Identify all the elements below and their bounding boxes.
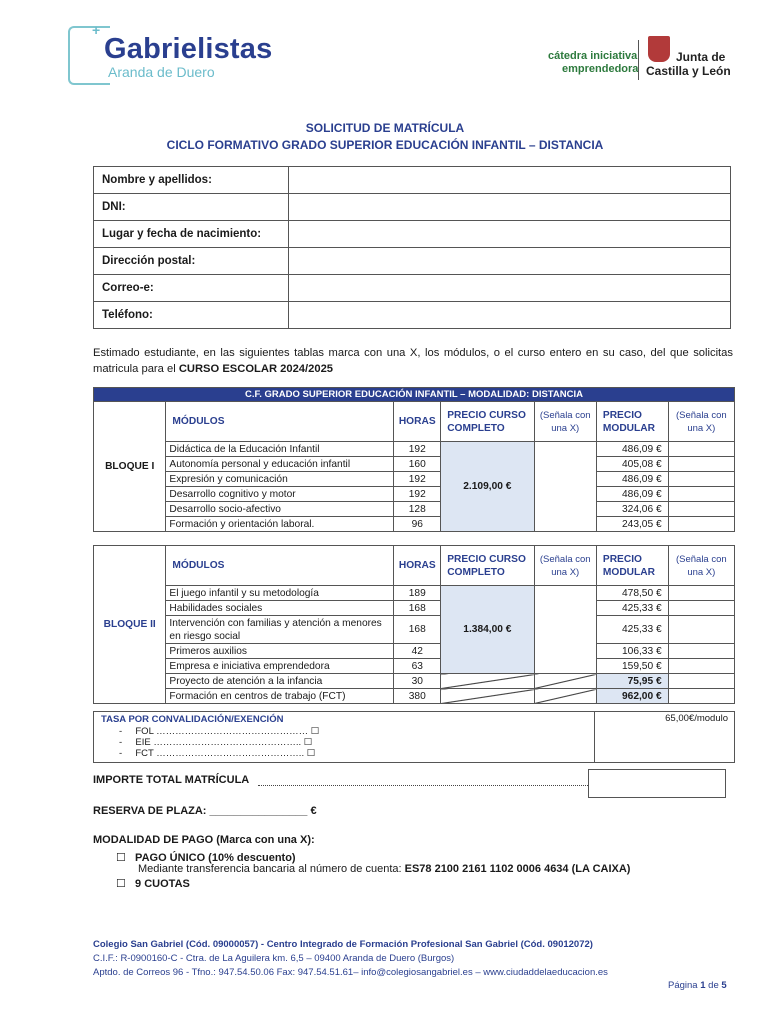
modulo-name: El juego infantil y su metodología <box>166 586 394 601</box>
col-precio-modular: PRECIO MODULAR <box>596 402 668 442</box>
col-horas: HORAS <box>394 546 441 586</box>
select-modulo-cell[interactable] <box>668 659 734 674</box>
col-senala: (Señala con una X) <box>534 546 596 586</box>
footer-contact: Aptdo. de Correos 96 - Tfno.: 947.54.50.06 Fax: 947.54.51.61– <box>93 967 362 978</box>
phone-field[interactable] <box>289 302 731 329</box>
tasa-item-label: FCT ……………………………………….. ☐ <box>135 748 316 759</box>
select-completo-cell[interactable] <box>534 586 596 674</box>
modulo-precio: 243,05 € <box>596 517 668 532</box>
crossed-cell <box>441 689 534 704</box>
modulo-horas: 380 <box>394 689 441 704</box>
modulo-name: Intervención con familias y atención a menores en riesgo social <box>166 616 394 644</box>
intro-course-year: CURSO ESCOLAR 2024/2025 <box>178 363 334 375</box>
page-number <box>668 980 727 991</box>
page-total: 5 <box>721 980 727 991</box>
checkbox-icon[interactable]: ☐ <box>116 852 126 864</box>
select-modulo-cell[interactable] <box>668 487 734 502</box>
bloque2-table <box>93 545 735 704</box>
modulo-horas: 30 <box>394 674 441 689</box>
course-header: C.F. GRADO SUPERIOR EDUCACIÓN INFANTIL – MODALIDAD: DISTANCIA <box>94 388 735 402</box>
tasa-item-label: FOL ………………………………………… ☐ <box>135 726 320 737</box>
checkbox-icon[interactable]: ☐ <box>116 878 126 890</box>
cuotas-label: 9 CUOTAS <box>135 878 190 890</box>
col-senala2: (Señala con una X) <box>668 546 734 586</box>
field-label: Lugar y fecha de nacimiento: <box>94 221 289 248</box>
intro-text <box>93 345 733 377</box>
importe-total-field[interactable] <box>588 769 726 798</box>
col-modulos: MÓDULOS <box>166 402 394 442</box>
modulo-horas: 168 <box>394 616 441 644</box>
modulo-horas: 192 <box>394 487 441 502</box>
select-modulo-cell[interactable] <box>668 502 734 517</box>
field-label: DNI: <box>94 194 289 221</box>
jcyl-line2: Castilla y León <box>646 64 731 78</box>
logo-name: Gabrielistas <box>104 33 273 65</box>
transfer-text: Mediante transferencia bancaria al número de cuenta: <box>138 863 405 875</box>
email-field[interactable] <box>289 275 731 302</box>
col-precio-curso: PRECIO CURSO COMPLETO <box>441 546 534 586</box>
col-precio-modular: PRECIO MODULAR <box>596 546 668 586</box>
catedra-line1: cátedra iniciativa <box>548 50 638 62</box>
tasa-item-fol[interactable]: - FOL ………………………………………… ☐ <box>119 726 320 737</box>
footer-sep: – <box>472 967 484 978</box>
modulo-horas: 63 <box>394 659 441 674</box>
page-current: 1 <box>700 980 706 991</box>
bloque1-table <box>93 387 735 532</box>
jcyl-logo <box>646 50 731 78</box>
modulo-precio: 405,08 € <box>596 457 668 472</box>
field-label: Dirección postal: <box>94 248 289 275</box>
personal-data-table <box>93 166 731 329</box>
select-modulo-cell[interactable] <box>668 689 734 704</box>
page-pre: Página <box>668 980 701 991</box>
footer-web-link[interactable]: www.ciudaddelaeducacion.es <box>483 967 608 978</box>
modulo-name: Didáctica de la Educación Infantil <box>166 442 394 457</box>
intro-body: Estimado estudiante, en las siguientes tablas marca con una X, los módulos, o el curso entero en su caso, del que solicitas matricula para el <box>93 347 733 375</box>
logo-subtitle: Aranda de Duero <box>108 64 215 80</box>
modulo-horas: 189 <box>394 586 441 601</box>
name-field[interactable] <box>289 167 731 194</box>
col-senala: (Señala con una X) <box>534 402 596 442</box>
crossed-cell <box>441 674 534 689</box>
modulo-precio: 962,00 € <box>596 689 668 704</box>
select-modulo-cell[interactable] <box>668 674 734 689</box>
modulo-precio: 425,33 € <box>596 616 668 644</box>
modulo-name: Empresa e iniciativa emprendedora <box>166 659 394 674</box>
col-senala2: (Señala con una X) <box>668 402 734 442</box>
dni-field[interactable] <box>289 194 731 221</box>
select-modulo-cell[interactable] <box>668 601 734 616</box>
select-modulo-cell[interactable] <box>668 472 734 487</box>
modulo-horas: 168 <box>394 601 441 616</box>
page-mid: de <box>705 980 722 991</box>
footer-line2: C.I.F.: R-0900160-C - Ctra. de La Aguilera km. 6,5 – 09400 Aranda de Duero (Burgos) <box>93 953 455 964</box>
address-field[interactable] <box>289 248 731 275</box>
modulo-name: Desarrollo socio-afectivo <box>166 502 394 517</box>
select-modulo-cell[interactable] <box>668 517 734 532</box>
birth-field[interactable] <box>289 221 731 248</box>
modulo-horas: 96 <box>394 517 441 532</box>
select-completo-cell[interactable] <box>534 442 596 532</box>
modulo-precio: 486,09 € <box>596 442 668 457</box>
crossed-cell <box>534 674 596 689</box>
select-modulo-cell[interactable] <box>668 616 734 644</box>
importe-dots <box>258 785 588 786</box>
importe-label: IMPORTE TOTAL MATRÍCULA <box>93 774 250 786</box>
cuotas-option[interactable] <box>116 877 190 890</box>
reserva-label: RESERVA DE PLAZA: ________________ € <box>93 805 317 817</box>
page-title: SOLICITUD DE MATRÍCULA <box>305 121 465 135</box>
modulo-precio: 75,95 € <box>596 674 668 689</box>
modulo-precio: 478,50 € <box>596 586 668 601</box>
logo-divider <box>638 40 639 80</box>
modulo-precio: 106,33 € <box>596 644 668 659</box>
col-modulos: MÓDULOS <box>166 546 394 586</box>
modulo-precio: 159,50 € <box>596 659 668 674</box>
tasa-title: TASA POR CONVALIDACIÓN/EXENCIÓN <box>101 714 284 725</box>
bloque1-label: BLOQUE I <box>94 402 166 532</box>
crossed-cell <box>534 689 596 704</box>
jcyl-crest-icon <box>648 36 670 62</box>
modulo-name: Autonomía personal y educación infantil <box>166 457 394 472</box>
catedra-line2: emprendedora <box>562 63 639 75</box>
modulo-horas: 192 <box>394 442 441 457</box>
modulo-precio: 486,09 € <box>596 487 668 502</box>
modulo-precio: 324,06 € <box>596 502 668 517</box>
modulo-horas: 192 <box>394 472 441 487</box>
modulo-name: Expresión y comunicación <box>166 472 394 487</box>
tasa-table <box>93 711 735 763</box>
select-modulo-cell[interactable] <box>668 644 734 659</box>
select-modulo-cell[interactable] <box>668 457 734 472</box>
tasa-list <box>95 726 593 759</box>
transfer-account: ES78 2100 2161 1102 0006 4634 (LA CAIXA) <box>404 863 631 875</box>
footer-email-link[interactable]: info@colegiosangabriel.es <box>361 967 473 978</box>
modulo-precio: 486,09 € <box>596 472 668 487</box>
catedra-logo <box>548 38 638 82</box>
tasa-item-label: EIE ……………………………………….. ☐ <box>135 737 313 748</box>
transfer-info <box>138 863 630 875</box>
modulo-name: Formación y orientación laboral. <box>166 517 394 532</box>
modulo-horas: 160 <box>394 457 441 472</box>
modulo-horas: 42 <box>394 644 441 659</box>
col-horas: HORAS <box>394 402 441 442</box>
precio-completo: 1.384,00 € <box>441 586 534 674</box>
modulo-name: Desarrollo cognitivo y motor <box>166 487 394 502</box>
tasa-item-eie[interactable]: - EIE ……………………………………….. ☐ <box>119 737 313 748</box>
tasa-item-fct[interactable]: - FCT ……………………………………….. ☐ <box>119 748 316 759</box>
jcyl-line1: Junta de <box>676 50 726 64</box>
modulo-name: Formación en centros de trabajo (FCT) <box>166 689 394 704</box>
bloque2-label: BLOQUE II <box>94 546 166 704</box>
logo-cross-icon: + <box>92 22 101 38</box>
modulo-horas: 128 <box>394 502 441 517</box>
pago-unico-label: PAGO ÚNICO (10% descuento) <box>135 852 296 864</box>
footer-line1: Colegio San Gabriel (Cód. 09000057) - Centro Integrado de Formación Profesional San Gabriel (Cód. 09012072) <box>93 939 593 950</box>
col-precio-curso: PRECIO CURSO COMPLETO <box>441 402 534 442</box>
page-subtitle: CICLO FORMATIVO GRADO SUPERIOR EDUCACIÓN INFANTIL – DISTANCIA <box>166 138 604 152</box>
modulo-precio: 425,33 € <box>596 601 668 616</box>
modulo-name: Habilidades sociales <box>166 601 394 616</box>
tasa-price: 65,00€/modulo <box>595 712 735 763</box>
footer-line3 <box>93 967 608 978</box>
field-label: Correo-e: <box>94 275 289 302</box>
modulo-name: Primeros auxilios <box>166 644 394 659</box>
precio-completo: 2.109,00 € <box>441 442 534 532</box>
field-label: Nombre y apellidos: <box>94 167 289 194</box>
field-label: Teléfono: <box>94 302 289 329</box>
select-modulo-cell[interactable] <box>668 442 734 457</box>
pago-title: MODALIDAD DE PAGO (Marca con una X): <box>93 834 315 846</box>
modulo-name: Proyecto de atención a la infancia <box>166 674 394 689</box>
select-modulo-cell[interactable] <box>668 586 734 601</box>
